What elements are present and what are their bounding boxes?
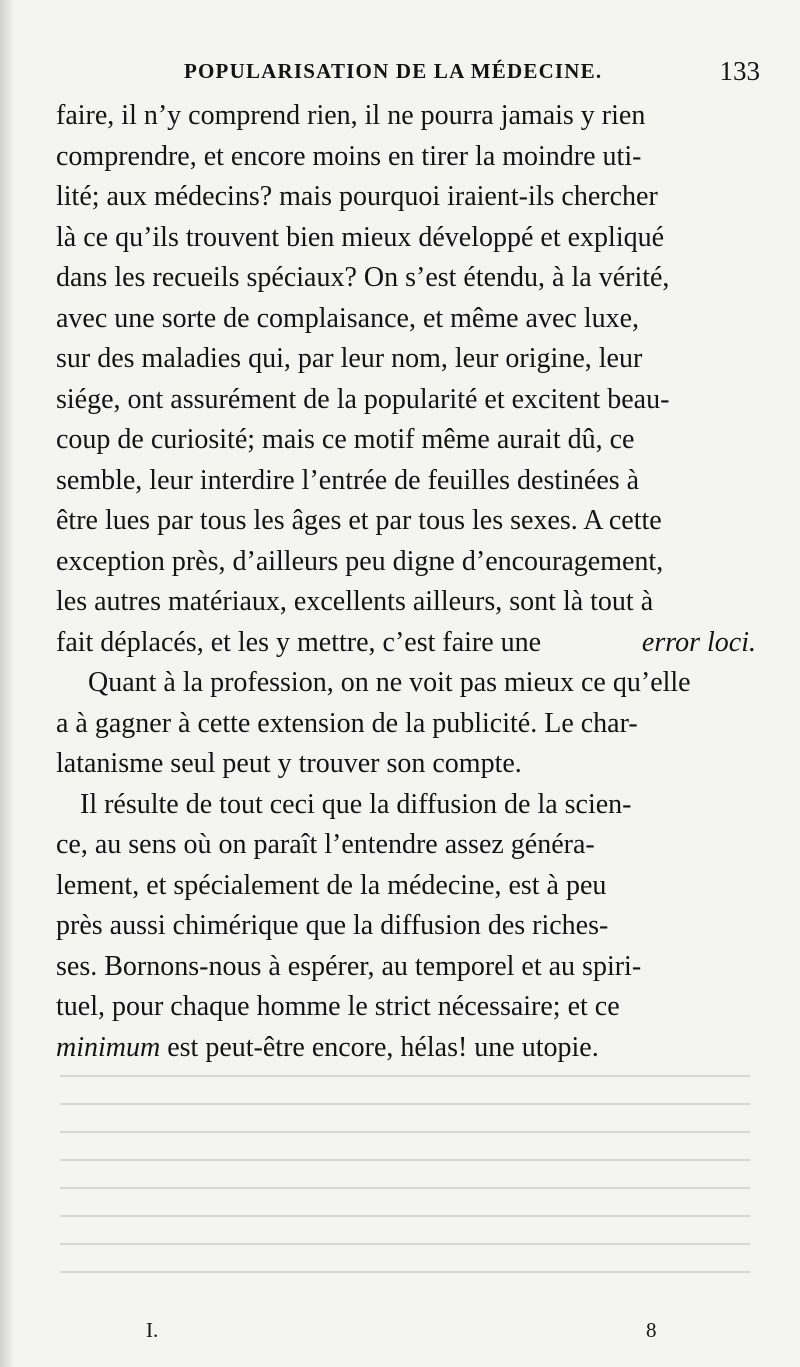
page-footer (0, 1318, 800, 1348)
text-line: fait déplacés, et les y mettre, c’est faire une error loci. (56, 623, 756, 664)
text-line: dans les recueils spéciaux? On s’est étendu, à la vérité, (56, 262, 670, 293)
text-line: tuel, pour chaque homme le strict nécessaire; et ce (56, 991, 620, 1022)
text-line: là ce qu’ils trouvent bien mieux développé et expliqué (56, 221, 665, 253)
text-line: près aussi chimérique que la diffusion des riches- (56, 910, 609, 941)
italic-minimum: minimum (56, 1031, 161, 1063)
text-line: ce, au sens où on paraît l’entendre assez généra- (56, 829, 595, 860)
text-line: semble, leur interdire l’entrée de feuilles destinées à (56, 464, 640, 496)
paragraph-first-line: Il résulte de tout ceci que la diffusion de la scien- (80, 788, 632, 820)
text-line: coup de curiosité; mais ce motif même aurait dû, ce (56, 424, 635, 455)
bleed-through-footnotes (60, 1075, 750, 1295)
body-text (56, 96, 756, 1068)
running-title: POPULARISATION DE LA MÉDECINE. (184, 59, 603, 83)
signature-mark-right: 8 (646, 1318, 657, 1342)
text-line: siége, ont assurément de la popularité et excitent beau- (56, 383, 670, 415)
paragraph-last-line: latanisme seul peut y trouver son compte. (56, 748, 522, 779)
text-line: comprendre, et encore moins en tirer la moindre uti- (56, 140, 642, 172)
text-line: lement, et spécialement de la médecine, est à peu (56, 869, 607, 901)
page-gutter-shadow (0, 0, 14, 1367)
text-line: ses. Bornons-nous à espérer, au temporel et au spiri- (56, 950, 642, 982)
italic-error-loci: error loci. (641, 626, 756, 658)
running-header (54, 56, 760, 90)
paragraph-first-line: Quant à la profession, on ne voit pas mieux ce qu’elle (88, 667, 691, 698)
text-line: exception près, d’ailleurs peu digne d’encouragement, (56, 545, 664, 577)
signature-mark-left: I. (146, 1318, 159, 1342)
page-number: 133 (719, 56, 760, 86)
text-line: être lues par tous les âges et par tous les sexes. A cette (56, 505, 662, 536)
text-line: avec une sorte de complaisance, et même avec luxe, (56, 302, 640, 334)
text-line: lité; aux médecins? mais pourquoi iraient-ils chercher (56, 181, 658, 212)
text-line: les autres matériaux, excellents ailleurs, sont là tout à (56, 586, 654, 617)
text-line: sur des maladies qui, par leur nom, leur origine, leur (56, 343, 643, 374)
text-line: a à gagner à cette extension de la publicité. Le char- (56, 707, 638, 739)
paragraph-last-line: minimum est peut-être encore, hélas! une utopie. (56, 1028, 756, 1069)
text-line: faire, il n’y comprend rien, il ne pourra jamais y rien (56, 100, 646, 131)
